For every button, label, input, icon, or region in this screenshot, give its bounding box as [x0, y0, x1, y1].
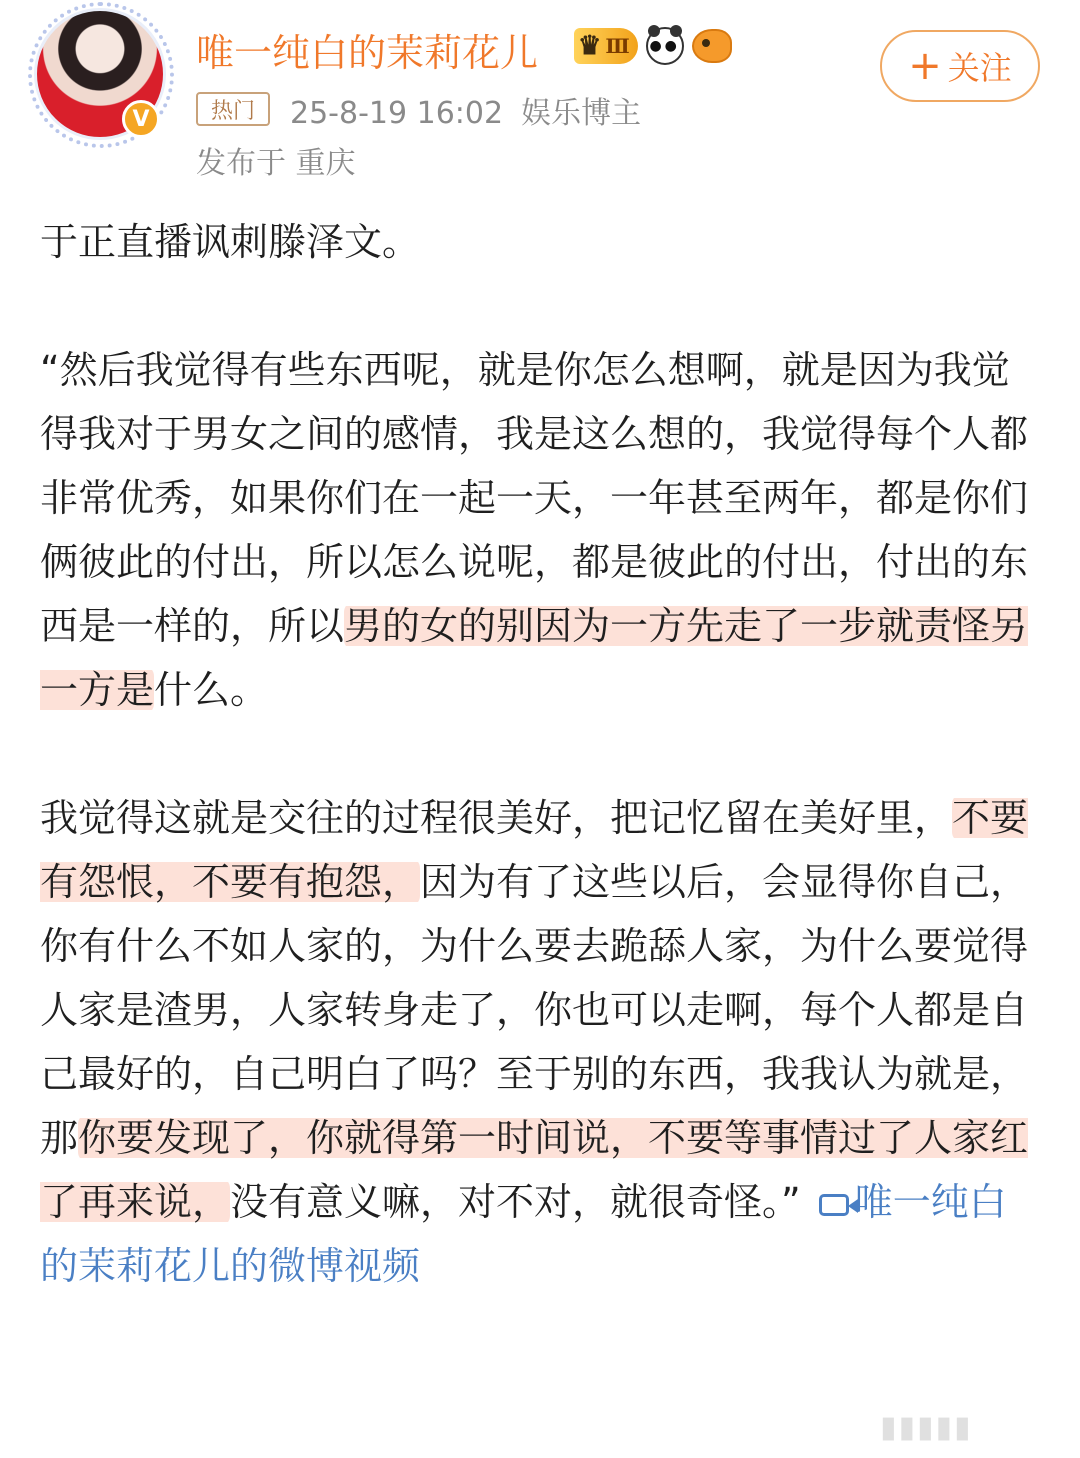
follow-label: 关注	[947, 49, 1012, 87]
post-timestamp: 25-8-19 16:02	[290, 96, 504, 131]
panda-icon[interactable]: ●●	[646, 27, 684, 65]
fish-icon[interactable]	[692, 29, 732, 63]
author-type: 娱乐博主	[521, 96, 642, 131]
crown-icon: ♛	[578, 31, 602, 61]
quote-text: 什么。	[154, 668, 269, 712]
video-icon[interactable]	[819, 1194, 849, 1216]
follow-button[interactable]	[880, 30, 1040, 102]
highlighted-text: 你要发现了，你就得第一时间说，不要等事情过了人家红了再来说，	[40, 1116, 1029, 1224]
quote-paragraph-1	[40, 338, 1040, 722]
watermark: ▮▮▮▮▮	[880, 1410, 973, 1445]
post-body	[40, 210, 1040, 1298]
quote-text: 因为有了这些以后，会显得你自己，你有什么不如人家的，为什么要去跪舔人家，为什么要觉得人家是渣男，人家转身走了，你也可以走啊，每个人都是自己最好的，自己明白了吗？至于别的东西，我我认为就是，那	[40, 860, 1029, 1160]
quote-text: “然后我觉得有些东西呢，就是你怎么想啊，就是因为我觉得我对于男女之间的感情，我是这么想的，我觉得每个人都非常优秀，如果你们在一起一天，一年甚至两年，都是你们俩彼此的付出，所以怎么说呢，都是彼此的付出，付出的东西是一样的，所以	[40, 348, 1029, 648]
highlighted-text: 男的女的别因为一方先走了一步就责怪另一方是	[40, 604, 1029, 712]
post-header	[0, 0, 1080, 190]
video-link[interactable]: 唯一纯白的茉莉花儿的微博视频	[40, 1180, 1007, 1288]
quote-paragraph-2	[40, 786, 1040, 1298]
highlighted-text: 不要有怨恨，不要有抱怨，	[40, 796, 1029, 904]
quote-text: 没有意义嘛，对不对，就很奇怪。”	[230, 1180, 801, 1224]
post-headline: 于正直播讽刺滕泽文。	[40, 220, 421, 264]
level-badge-text: Ⅲ	[605, 34, 630, 58]
author-badges	[574, 24, 732, 68]
author-avatar[interactable]	[34, 8, 166, 136]
post-location: 发布于 重庆	[196, 146, 356, 181]
hot-tag: 热门	[196, 92, 270, 126]
quote-text: 我觉得这就是交往的过程很美好，把记忆留在美好里，	[40, 796, 953, 840]
crown-level-icon[interactable]	[574, 28, 638, 64]
post-meta	[290, 88, 641, 132]
author-name[interactable]: 唯一纯白的茉莉花儿	[196, 31, 539, 75]
plus-icon: +	[908, 43, 942, 89]
verified-badge-icon: V	[122, 100, 160, 138]
